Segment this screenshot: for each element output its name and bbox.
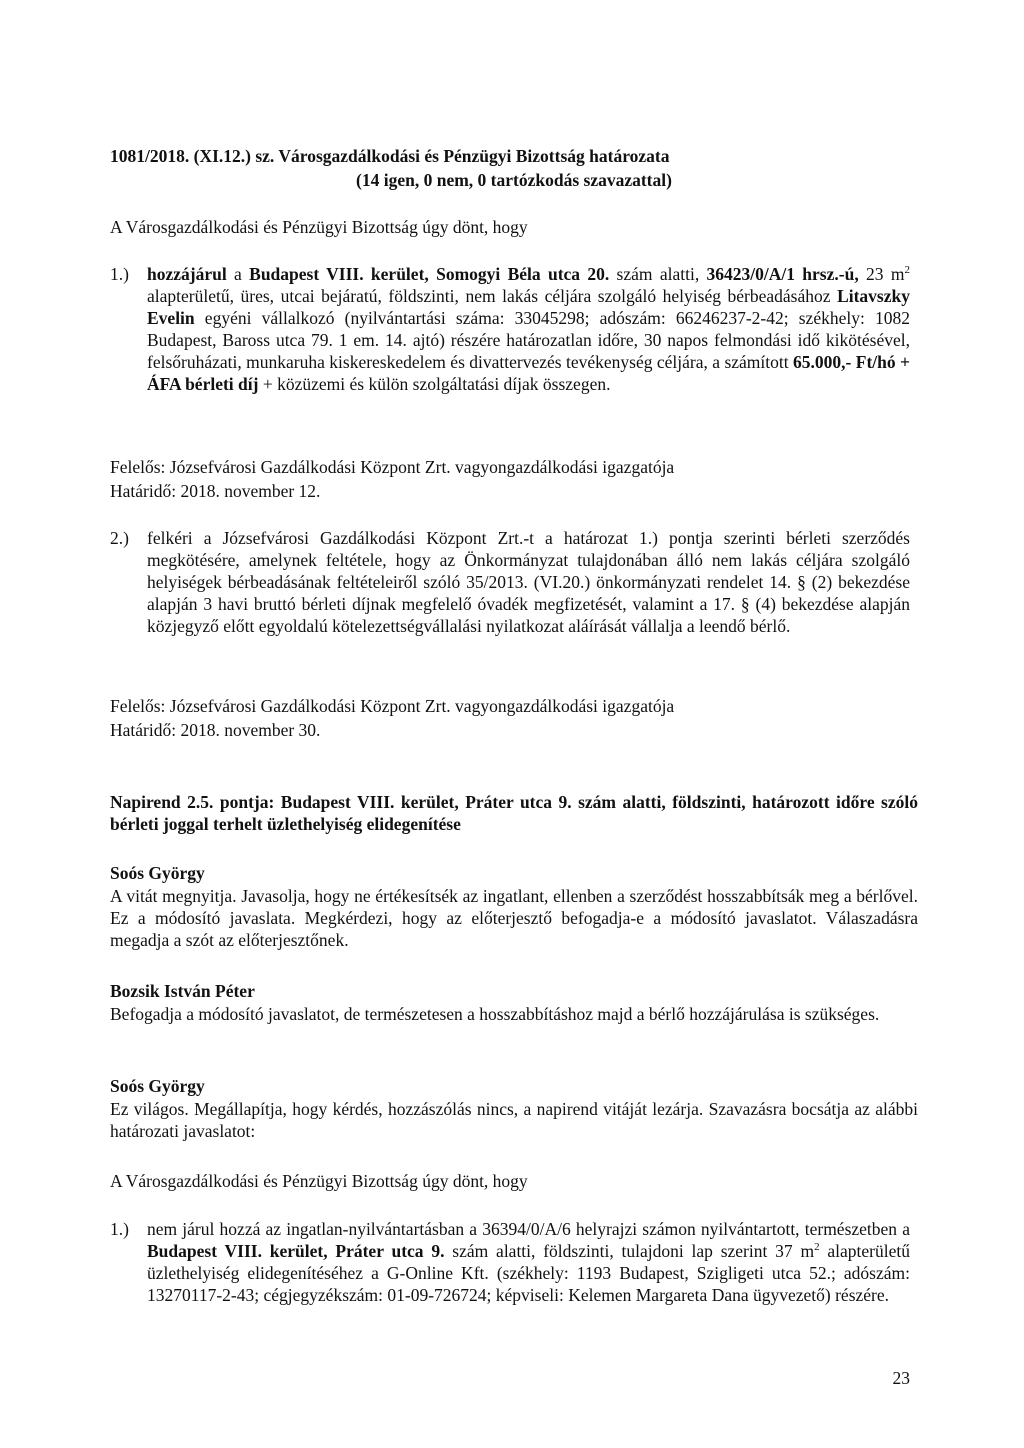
resolution-header-line1: 1081/2018. (XI.12.) sz. Városgazdálkodási és Pénzügyi Bizottság határozata (110, 146, 670, 166)
responsible-2: Felelős: Józsefvárosi Gazdálkodási Központ Zrt. vagyongazdálkodási igazgatója (110, 696, 675, 716)
speaker-1: Soós György (110, 863, 205, 883)
proposal-intro: A Városgazdálkodási és Pénzügyi Bizottság úgy dönt, hogy (110, 1171, 528, 1191)
resolution-intro: A Városgazdálkodási és Pénzügyi Bizottság úgy dönt, hogy (110, 217, 528, 237)
item1-address: Budapest VIII. kerület, Somogyi Béla utca 20. (249, 264, 610, 284)
speech-3: Ez világos. Megállapítja, hogy kérdés, hozzászólás nincs, a napirend vitáját lezárja. Szavazásra bocsátja az alábbi határozati javaslatot: (110, 1099, 918, 1141)
speaker-2: Bozsik István Péter (110, 981, 255, 1001)
item1-tenant: Litavszky Evelin (147, 286, 910, 328)
item2-paragraph: felkéri a Józsefvárosi Gazdálkodási Központ Zrt.-t a határozat 1.) pontja szerinti bérleti szerződés megkötésére, amelynek feltétele, hogy az Önkormányzat tulajdonában álló nem lakás céljára szolgáló helyiségek bérbeadásának feltételeiről szóló 35/2013. (VI.20.) önkormányzati rendelet 14. § (2) bekezdése alapján 3 havi bruttó bérleti díjnak megfelelő óvadék megfizetését, valamint a 17. § (4) bekezdése alapján közjegyző előtt egyoldalú kötelezettségvállalási nyilatkozat aláírását vállalja a leendő bérlő. (147, 528, 910, 636)
proposal-number: 1.) (110, 1219, 129, 1239)
deadline-1: Határidő: 2018. november 12. (110, 481, 321, 501)
proposal-address: Budapest VIII. kerület, Práter utca 9. (147, 1241, 445, 1261)
speech-1: A vitát megnyitja. Javasolja, hogy ne értékesítsék az ingatlant, ellenben a szerződést hosszabbítsák meg a bérlővel. Ez a módosító javaslata. Megkérdezi, hogy az előterjesztő befogadja-e a módosító javaslatot. Válaszadásra megadja a szót az előterjesztőnek. (110, 886, 918, 950)
item1-verb: hozzájárul (147, 264, 227, 284)
item1-paragraph: hozzájárul a Budapest VIII. kerület, Somogyi Béla utca 20. szám alatti, 36423/0/A/1 hrsz.-ú, 23 $m^2$ alapterületű, üres, utcai bejáratú, földszinti, nem lakás céljára szolgáló helyiség bérbeadásához Litavszky Evelin egyéni vállalkozó (nyilvántartási száma: 33045298; adószám: 66246237-2-42; székhely: 1082 Budapest, Baross utca 79. 1 em. 14. ajtó) részére határozatlan időre, 30 napos felmondási idő kikötésével, felsőruházati, munkaruha kiskereskedelem és divattervezés tevékenység céljára, a számított 65.000,- Ft/hó + ÁFA bérleti díj + közüzemi és külön szolgáltatási díjak összegen. (147, 264, 910, 394)
page-number: 23 (892, 1368, 910, 1388)
item1-number: 1.) (110, 264, 129, 284)
resolution-header-line2: (14 igen, 0 nem, 0 tartózkodás szavazattal) (356, 170, 672, 190)
item2-number: 2.) (110, 528, 129, 548)
speaker-3: Soós György (110, 1076, 205, 1096)
deadline-2: Határidő: 2018. november 30. (110, 720, 321, 740)
item1-rent: 65.000,- Ft/hó + ÁFA bérleti díj (147, 352, 910, 394)
agenda-title: Napirend 2.5. pontja: Budapest VIII. kerület, Práter utca 9. szám alatti, földszinti, határozott időre szóló bérleti joggal terhelt üzlethelyiség elidegenítése (110, 792, 918, 834)
proposal-paragraph: nem járul hozzá az ingatlan-nyilvántartásban a 36394/0/A/6 helyrajzi számon nyilvántartott, természetben a Budapest VIII. kerület, Práter utca 9. szám alatti, földszinti, tulajdoni lap szerint 37 $m^2$ alapterületű üzlethelyiség elidegenítéséhez a G-Online Kft. (székhely: 1193 Budapest, Szigligeti utca 52.; adószám: 13270117-2-43; cégjegyzékszám: 01-09-726724; képviseli: Kelemen Margareta Dana ügyvezető) részére. (147, 1219, 910, 1305)
speech-2: Befogadja a módosító javaslatot, de természetesen a hosszabbításhoz majd a bérlő hozzájárulása is szükséges. (110, 1004, 880, 1024)
item1-hrsz: 36423/0/A/1 hrsz.-ú, (706, 264, 859, 284)
responsible-1: Felelős: Józsefvárosi Gazdálkodási Központ Zrt. vagyongazdálkodási igazgatója (110, 457, 675, 477)
